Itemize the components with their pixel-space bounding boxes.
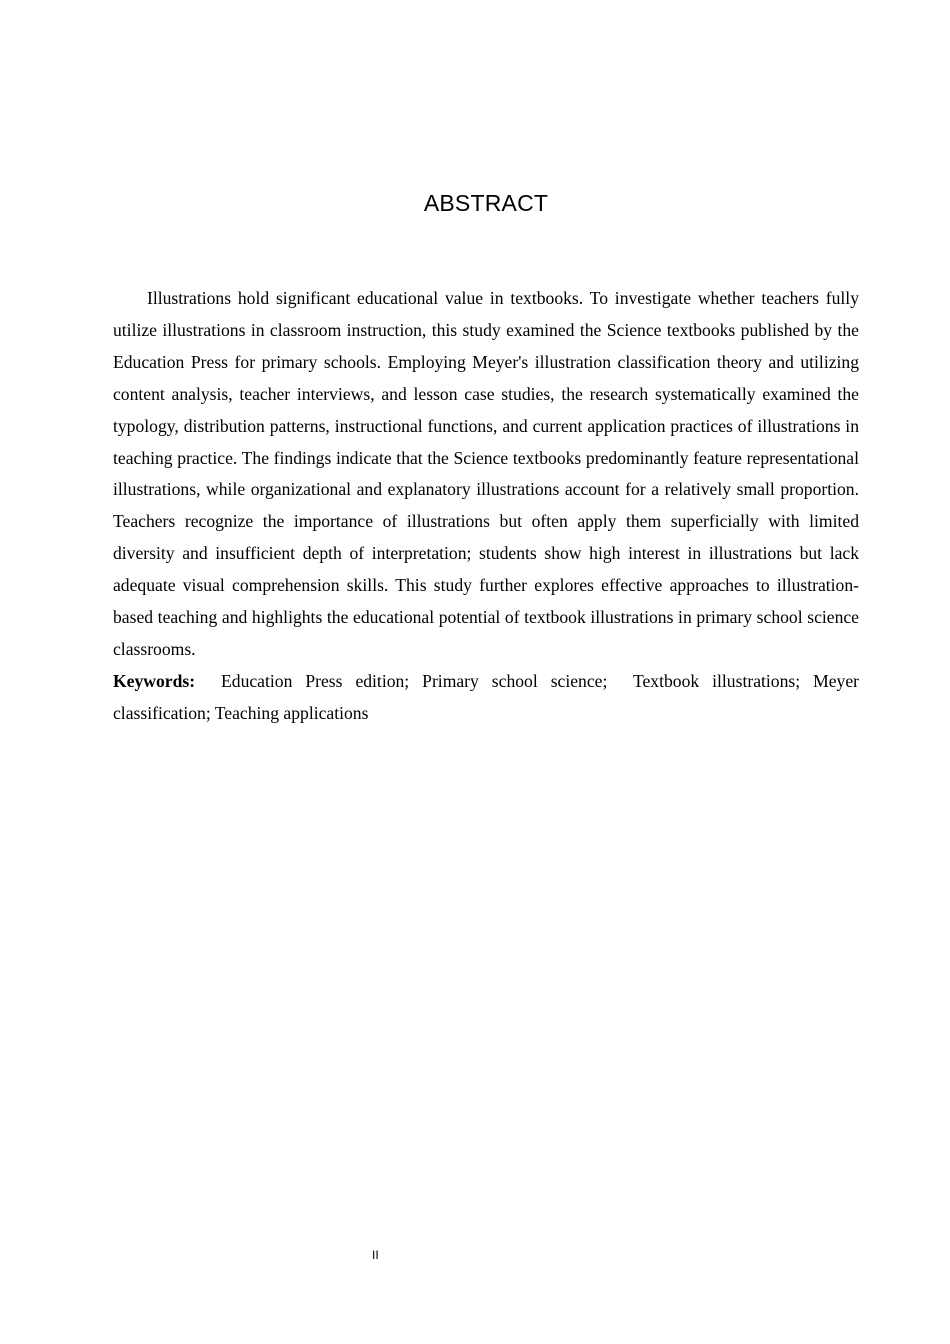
keywords-label: Keywords: (113, 670, 196, 691)
keywords-text: Education Press edition; Primary school science; Textbook illustrations; Meyer classification; Teaching applications (113, 670, 859, 723)
abstract-paragraph: Illustrations hold significant educational value in textbooks. To investigate whether teachers fully utilize illustrations in classroom instruction, this study examined the Science textbooks published by the Education Press for primary schools. Employing Meyer's illustration classification theory and utilizing content analysis, teacher interviews, and lesson case studies, the research systematically examined the typology, distribution patterns, instructional functions, and current application practices of illustrations in teaching practice. The findings indicate that the Science textbooks predominantly feature representational illustrations, while organizational and explanatory illustrations account for a relatively small proportion. Teachers recognize the importance of illustrations but often apply them superficially with limited diversity and insufficient depth of interpretation; students show high interest in illustrations but lack adequate visual comprehension skills. This study further explores effective approaches to illustration-based teaching and highlights the educational potential of textbook illustrations in primary school science classrooms. (113, 288, 859, 659)
abstract-body (113, 283, 859, 730)
page-number: II (372, 1248, 379, 1262)
keywords-line (113, 666, 859, 730)
abstract-title: ABSTRACT (423, 190, 549, 216)
